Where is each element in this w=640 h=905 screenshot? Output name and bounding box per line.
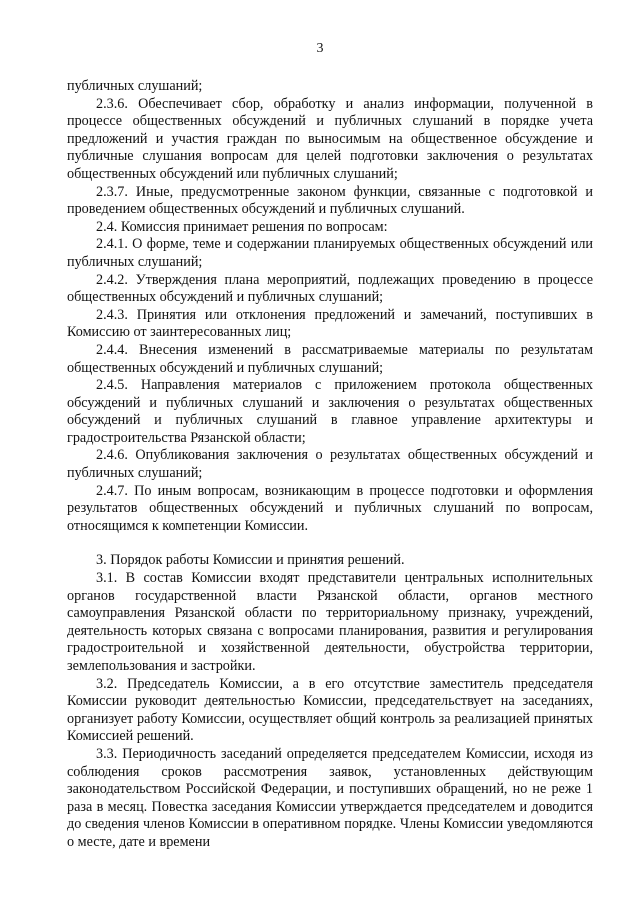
paragraph-2-4-5: 2.4.5. Направления материалов с приложением протокола общественных обсуждений и публичных слушаний и заключения о результатах общественных обсуждений и публичных слушаний в главное управление архитектуры и градостроительства Рязанской области;: [67, 377, 593, 446]
paragraph-2-4-2: 2.4.2. Утверждения плана мероприятий, подлежащих проведению в процессе общественных обсуждений и публичных слушаний;: [67, 271, 593, 306]
paragraph-2-4-1: 2.4.1. О форме, теме и содержании планируемых общественных обсуждений или публичных слушаний;: [67, 236, 593, 270]
paragraph-2-4-4: 2.4.4. Внесения изменений в рассматриваемые материалы по результатам общественных обсуждений и публичных слушаний;: [67, 341, 593, 376]
page-number: 3: [316, 41, 324, 56]
paragraph-continuation: публичных слушаний;: [67, 78, 203, 94]
paragraph-2-3-6: 2.3.6. Обеспечивает сбор, обработку и анализ информации, полученной в процессе общественных обсуждений и публичных слушаний в порядке учета предложений и участия граждан по выносимым на общественное обсуждение и публичные слушания вопросам для целей подготовки заключения о результатах общественных обсуждений или публичных слушаний;: [67, 95, 593, 182]
paragraph-2-4: 2.4. Комиссия принимает решения по вопросам:: [96, 218, 388, 235]
paragraph-2-3-7: 2.3.7. Иные, предусмотренные законом функции, связанные с подготовкой и проведением общественных обсуждений и публичных слушаний.: [67, 183, 593, 218]
paragraph-2-4-7: 2.4.7. По иным вопросам, возникающим в процессе подготовки и оформления результатов общественных обсуждений и публичных слушаний по вопросам, относящимся к компетенции Комиссии.: [67, 482, 593, 534]
section-3-heading: 3. Порядок работы Комиссии и принятия решений.: [96, 552, 405, 569]
document-body: [67, 78, 593, 852]
paragraph-3-2: 3.2. Председатель Комиссии, а в его отсутствие заместитель председателя Комиссии руководит деятельностью Комиссии, председательствует на заседаниях, организует работу Комиссии, осуществляет общий контроль за реализацией принятых Комиссией решений.: [67, 675, 593, 745]
paragraph-2-4-6: 2.4.6. Опубликования заключения о результатах общественных обсуждений и публичных слушаний;: [67, 447, 593, 482]
paragraph-3-1: 3.1. В состав Комиссии входят представители центральных исполнительных органов государственной власти Рязанской области, органов местного самоуправления Рязанской области по территориальному признаку, учреждений, деятельность которых связана с вопросами планирования, развития и регулирования градостроительной и хозяйственной деятельности, обустройства территории, землепользования и застройки.: [67, 570, 593, 674]
paragraph-3-3: 3.3. Периодичность заседаний определяется председателем Комиссии, исходя из соблюдения сроков рассмотрения заявок, установленных действующим законодательством Российской Федерации, и поступивших обращений, но не реже 1 раза в месяц. Повестка заседания Комиссии утверждается председателем и доводится до сведения членов Комиссии в оперативном порядке. Члены Комиссии уведомляются о месте, дате и времени: [67, 745, 593, 850]
paragraph-2-4-3: 2.4.3. Принятия или отклонения предложений и замечаний, поступивших в Комиссию от заинтересованных лиц;: [67, 306, 593, 341]
